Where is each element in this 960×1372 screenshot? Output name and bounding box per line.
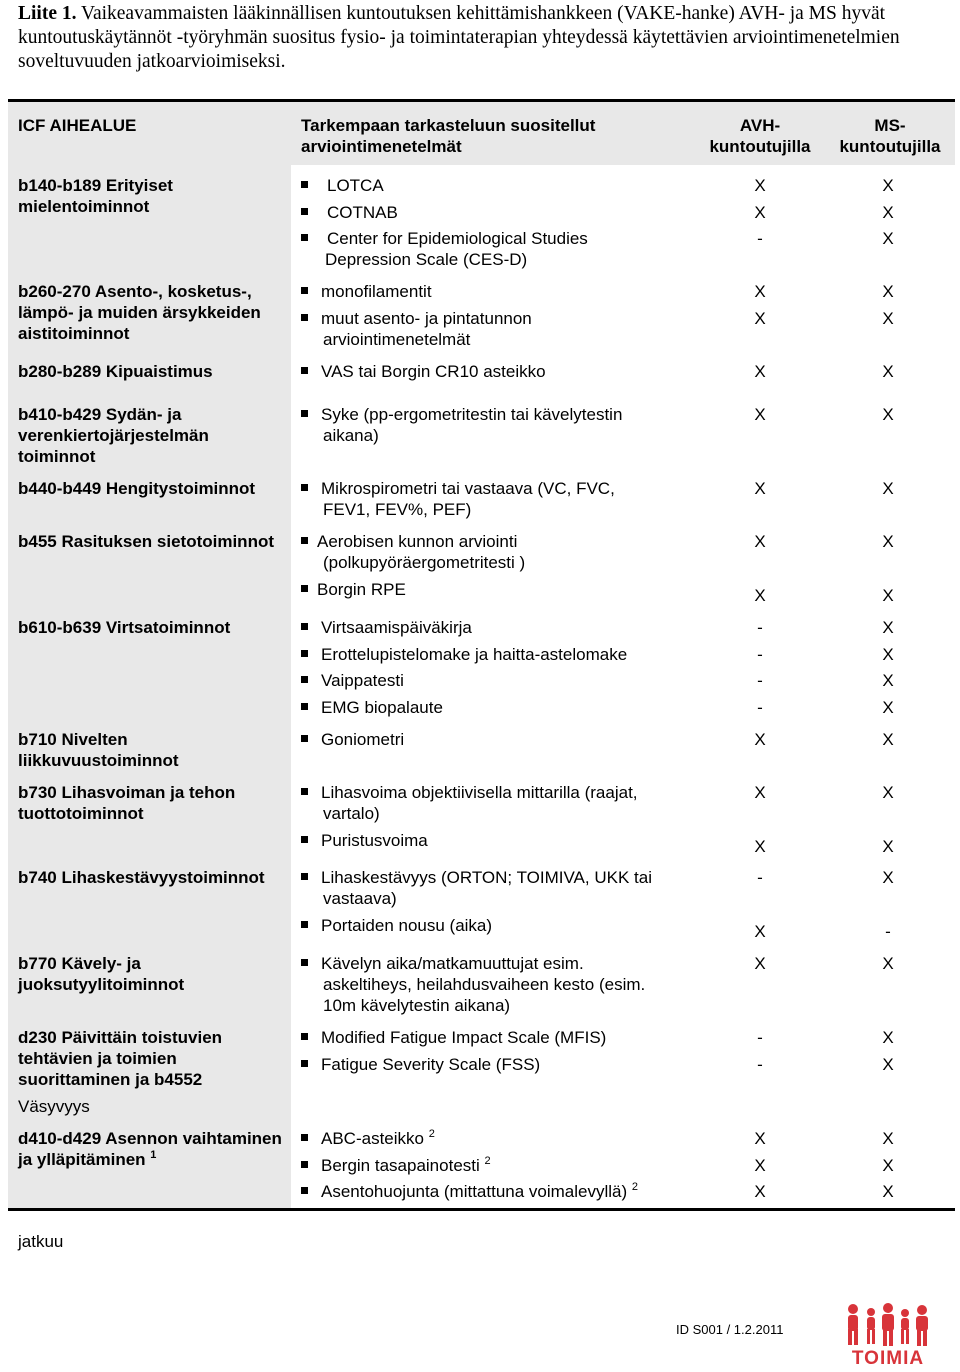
area-b730: b730 Lihasvoiman ja tehon tuottotoiminnot	[18, 783, 236, 823]
toimia-logo	[842, 1302, 934, 1370]
avh-mark: X	[754, 176, 766, 195]
ms-mark: X	[882, 645, 894, 664]
ms-mark: X	[882, 783, 894, 802]
area-b610: b610-b639 Virtsatoiminnot	[18, 618, 231, 637]
avh-mark: X	[754, 586, 766, 605]
avh-mark: X	[754, 783, 766, 802]
avh-mark: -	[757, 645, 763, 664]
ms-mark: X	[882, 1156, 894, 1175]
avh-mark: -	[757, 698, 763, 717]
method-row: Modified Fatigue Impact Scale (MFIS)	[301, 1027, 691, 1048]
area-b440: b440-b449 Hengitystoiminnot	[18, 479, 256, 498]
header-methods: Tarkempaan tarkasteluun suositellut arviointimenetelmät	[301, 116, 596, 156]
method-row: muut asento- ja pintatunnon arviointimenetelmät	[301, 308, 691, 350]
ms-mark: -	[885, 922, 891, 941]
area-fatigue: Väsyvyys	[18, 1097, 90, 1116]
ms-mark: X	[882, 1182, 894, 1201]
document-id: ID S001 / 1.2.2011	[676, 1322, 784, 1337]
table-caption	[18, 2, 943, 74]
caption-lead: Liite 1.	[18, 3, 77, 24]
method-row: monofilamentit	[301, 281, 691, 302]
ms-mark: X	[882, 309, 894, 328]
method-row: Mikrospirometri tai vastaava (VC, FVC, FEV1, FEV%, PEF)	[301, 478, 691, 520]
logo-text: TOIMIA	[851, 1348, 925, 1369]
ms-mark: X	[882, 229, 894, 248]
method-row: Kävelyn aika/matkamuuttujat esim. askeltiheys, heilahdusvaiheen kesto (esim. 10m kävelytestin aikana)	[301, 953, 691, 1016]
method-row: LOTCA	[301, 175, 691, 196]
avh-mark: X	[754, 405, 766, 424]
avh-mark: X	[754, 203, 766, 222]
area-b140: b140-b189 Erityiset mielentoiminnot	[18, 176, 173, 216]
avh-mark: X	[754, 282, 766, 301]
method-row: Fatigue Severity Scale (FSS)	[301, 1054, 691, 1075]
ms-mark: X	[882, 362, 894, 381]
method-row: Center for Epidemiological Studies Depression Scale (CES-D)	[301, 228, 691, 270]
area-d410: d410-d429 Asennon vaihtaminen ja ylläpitäminen $^1$	[18, 1129, 282, 1169]
method-row: Goniometri	[301, 729, 691, 750]
method-row: Asentohuojunta (mittattuna voimalevyllä) $^2$	[301, 1181, 691, 1202]
avh-mark: X	[754, 309, 766, 328]
ms-mark: X	[882, 532, 894, 551]
ms-mark: X	[882, 1129, 894, 1148]
method-row: Syke (pp-ergometritestin tai kävelytestin aikana)	[301, 404, 691, 446]
avh-mark: -	[757, 1028, 763, 1047]
area-b455: b455 Rasituksen sietotoiminnot	[18, 532, 274, 551]
ms-mark: X	[882, 586, 894, 605]
avh-mark: X	[754, 1129, 766, 1148]
ms-mark: X	[882, 671, 894, 690]
avh-mark: X	[754, 730, 766, 749]
method-row: Vaippatesti	[301, 670, 691, 691]
avh-mark: -	[757, 229, 763, 248]
caption-text: Vaikeavammaisten lääkinnällisen kuntoutuksen kehittämishankkeen (VAKE-hanke) AVH- ja MS hyvät kuntoutuskäytännöt -työryhmän suositus fysio- ja toimintaterapian yhteydessä käytettävien arviointimenetelmien soveltuvuuden jatkoarvioimiseksi.	[18, 3, 900, 72]
area-b260: b260-270 Asento-, kosketus-, lämpö- ja muiden ärsykkeiden aistitoiminnot	[18, 282, 261, 343]
method-row: Erottelupistelomake ja haitta-astelomake	[301, 644, 691, 665]
ms-mark: X	[882, 868, 894, 887]
avh-mark: X	[754, 532, 766, 551]
avh-mark: X	[754, 1182, 766, 1201]
method-row: ABC-asteikko $^2$	[301, 1128, 691, 1149]
ms-mark: X	[882, 282, 894, 301]
ms-mark: X	[882, 730, 894, 749]
avh-mark: X	[754, 479, 766, 498]
ms-mark: X	[882, 954, 894, 973]
area-b280: b280-b289 Kipuaistimus	[18, 362, 213, 381]
ms-mark: X	[882, 1028, 894, 1047]
area-d230: d230 Päivittäin toistuvien tehtävien ja toimien suorittaminen ja b4552	[18, 1028, 223, 1089]
header-avh: AVH-kuntoutujilla	[709, 116, 811, 156]
area-b710: b710 Nivelten liikkuvuustoiminnot	[18, 730, 179, 770]
method-row: Borgin RPE	[301, 579, 691, 600]
people-figures-icon	[842, 1302, 934, 1348]
avh-mark: X	[754, 837, 766, 856]
area-b770: b770 Kävely- ja juoksutyylitoiminnot	[18, 954, 185, 994]
method-row: Virtsaamispäiväkirja	[301, 617, 691, 638]
method-row: EMG biopalaute	[301, 697, 691, 718]
method-row: Aerobisen kunnon arviointi (polkupyöräergometritesti )	[301, 531, 691, 573]
method-row: Bergin tasapainotesti $^2$	[301, 1155, 691, 1176]
avh-mark: -	[757, 671, 763, 690]
continues-label: jatkuu	[18, 1232, 64, 1251]
ms-mark: X	[882, 405, 894, 424]
bottom-rule	[8, 1208, 955, 1211]
method-row: VAS tai Borgin CR10 asteikko	[301, 361, 691, 382]
avh-mark: X	[754, 1156, 766, 1175]
avh-mark: X	[754, 362, 766, 381]
method-row: COTNAB	[301, 202, 691, 223]
avh-mark: X	[754, 954, 766, 973]
header-ms: MS-kuntoutujilla	[839, 116, 941, 156]
ms-mark: X	[882, 176, 894, 195]
avh-mark: -	[757, 1055, 763, 1074]
assessment-table	[8, 99, 955, 1211]
method-row: Lihaskestävyys (ORTON; TOIMIVA, UKK tai vastaava)	[301, 867, 691, 909]
avh-mark: -	[757, 868, 763, 887]
avh-mark: X	[754, 922, 766, 941]
avh-mark: -	[757, 618, 763, 637]
method-row: Puristusvoima	[301, 830, 691, 851]
ms-mark: X	[882, 837, 894, 856]
ms-mark: X	[882, 479, 894, 498]
method-row: Lihasvoima objektiivisella mittarilla (raajat, vartalo)	[301, 782, 691, 824]
ms-mark: X	[882, 1055, 894, 1074]
area-b740: b740 Lihaskestävyystoiminnot	[18, 868, 265, 887]
area-b410: b410-b429 Sydän- ja verenkiertojärjestelmän toiminnot	[18, 405, 209, 466]
header-area: ICF AIHEALUE	[18, 116, 137, 135]
ms-mark: X	[882, 203, 894, 222]
method-row: Portaiden nousu (aika)	[301, 915, 691, 936]
ms-mark: X	[882, 698, 894, 717]
ms-mark: X	[882, 618, 894, 637]
